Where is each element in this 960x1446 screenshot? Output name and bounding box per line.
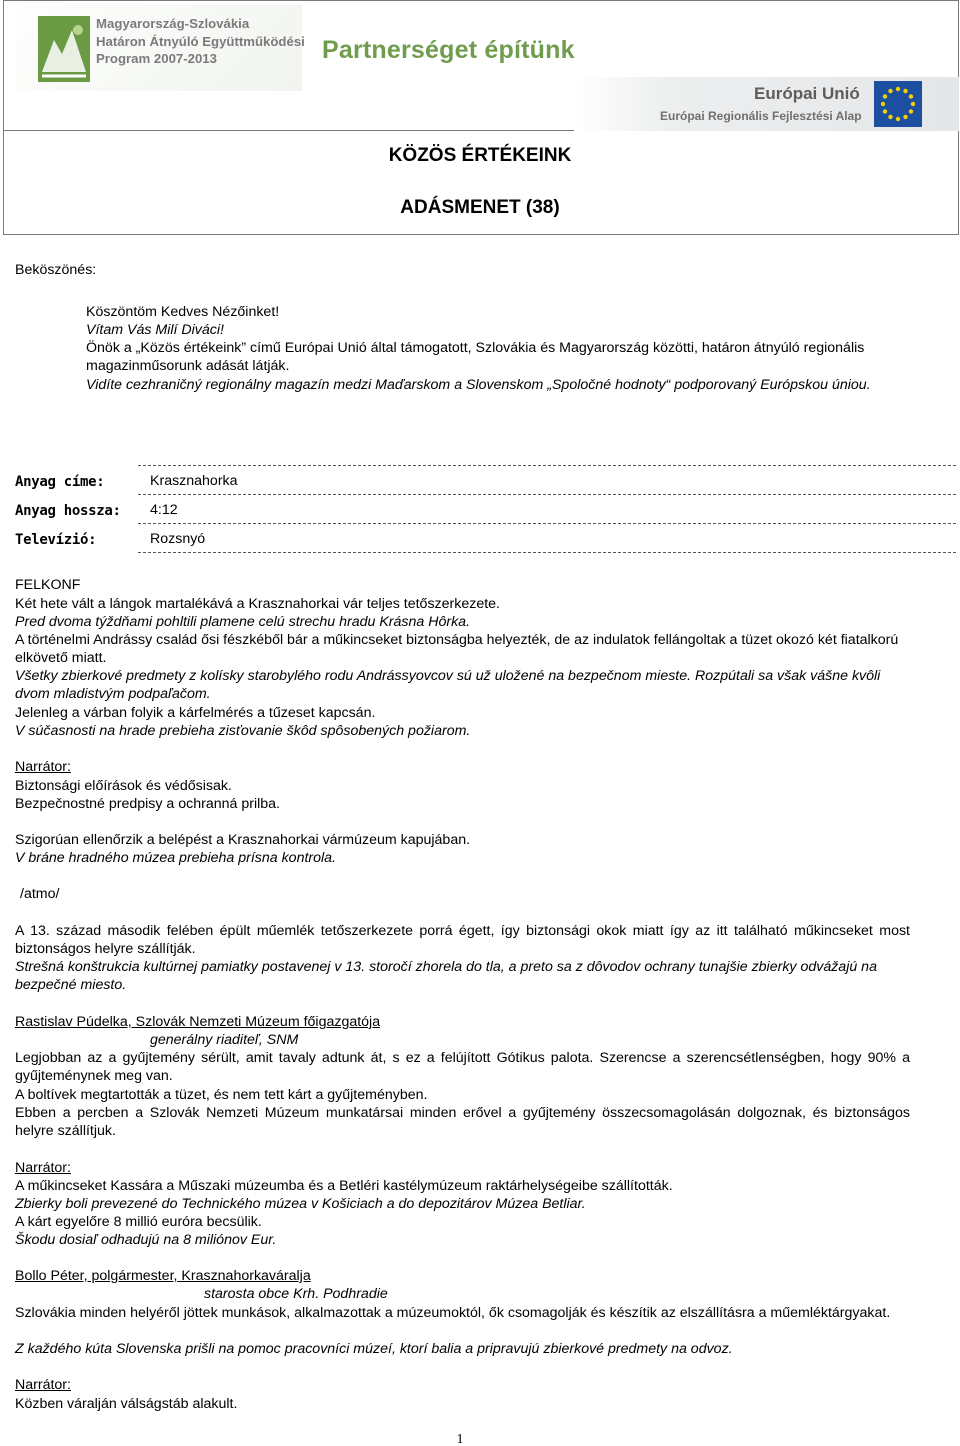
- paragraph-hu: A műkincseket Kassára a Műszaki múzeumba és a Betléri kastélymúzeum raktárhelységeibe szállították.: [15, 1178, 673, 1194]
- narrator-label: Narrátor:: [15, 1377, 71, 1393]
- page-title: KÖZÖS ÉRTÉKEINK: [388, 145, 572, 166]
- divider: [138, 465, 956, 466]
- eu-flag-icon: [874, 81, 922, 127]
- greeting-line-sk: Vítam Vás Milí Diváci!: [86, 322, 224, 338]
- paragraph-hu: Biztonsági előírások és védősisak.: [15, 778, 232, 794]
- paragraph-hu: A 13. század második felében épült műemlék tetőszerkezete porrá égett, így biztonsági okok miatt így az itt található műkincseket most biztonságos helyre szállítják.: [15, 923, 910, 958]
- eu-star-icon: [911, 102, 915, 106]
- header-banner: [3, 0, 959, 131]
- paragraph-sk: V bráne hradného múzea prebieha prísna kontrola.: [15, 850, 337, 866]
- material-title-label: Anyag címe:: [15, 474, 105, 490]
- greeting-intro-sk: Vidíte cezhraničný regionálny magazín medzi Maďarskom a Slovenskom „Spoločné hodnoty“ podporovaný Európskou úniou.: [86, 377, 871, 393]
- speaker-title-sk: generálny riaditeľ, SNM: [150, 1032, 299, 1048]
- material-length-label: Anyag hossza:: [15, 503, 121, 519]
- atmo-note: /atmo/: [20, 886, 60, 902]
- speaker-name: Rastislav Púdelka, Szlovák Nemzeti Múzeum főigazgatója: [15, 1014, 381, 1030]
- paragraph-hu: A kárt egyelőre 8 millió euróra becsülik.: [15, 1214, 262, 1230]
- divider: [138, 552, 956, 553]
- quote-line: Ebben a percben a Szlovák Nemzeti Múzeum munkatársai minden erővel a gyűjtemény összecsomagolásán dolgoznak, és biztonságos helyre szállítjuk.: [15, 1105, 910, 1140]
- paragraph-sk: V súčasnosti na hrade prebieha zisťovanie škôd spôsobených požiarom.: [15, 723, 471, 739]
- greeting-line-hu: Köszöntöm Kedves Nézőinket!: [86, 304, 280, 320]
- television-label: Televízió:: [15, 532, 97, 548]
- material-title-value: Krasznahorka: [150, 473, 238, 489]
- eu-star-icon: [896, 87, 900, 91]
- narrator-label: Narrátor:: [15, 759, 71, 775]
- felkonf-heading: FELKONF: [15, 577, 81, 593]
- material-length-value: 4:12: [150, 502, 178, 518]
- eu-star-icon: [883, 94, 887, 98]
- slogan: Partnerséget építünk: [322, 36, 575, 64]
- paragraph-sk: Zbierky boli prevezené do Technického múzea v Košiciach a do depozitárov Múzea Betliar.: [15, 1196, 586, 1212]
- eu-star-icon: [896, 117, 900, 121]
- speaker-title-sk: starosta obce Krh. Podhradie: [204, 1286, 388, 1302]
- paragraph-hu: Szigorúan ellenőrzik a belépést a Krasznahorkai vármúzeum kapujában.: [15, 832, 471, 848]
- paragraph-hu: Jelenleg a várban folyik a kárfelmérés a tűzeset kapcsán.: [15, 705, 376, 721]
- television-value: Rozsnyó: [150, 531, 206, 547]
- paragraph-sk: Pred dvoma týždňami pohltili plamene celú strechu hradu Krásna Hôrka.: [15, 614, 471, 630]
- divider: [138, 494, 956, 495]
- paragraph-sk: Strešná konštrukcia kultúrnej pamiatky postavenej v 13. storočí zhorela do tla, a preto sa z dôvodov ochrany tunajšie zbierky odvážajú na bezpečné miesto.: [15, 959, 877, 994]
- episode-title: ADÁSMENET (38): [400, 197, 560, 218]
- divider: [138, 523, 956, 524]
- narrator-label: Narrátor:: [15, 1160, 71, 1176]
- eu-star-icon: [903, 115, 907, 119]
- eu-star-icon: [909, 109, 913, 113]
- program-line-3: Program 2007-2013: [96, 51, 217, 66]
- eu-star-icon: [881, 102, 885, 106]
- program-line-1: Magyarország-Szlovákia: [96, 16, 250, 31]
- paragraph-sk: Škodu dosiaľ odhadujú na 8 miliónov Eur.: [15, 1232, 277, 1248]
- program-logo: [16, 5, 305, 91]
- eu-star-icon: [883, 109, 887, 113]
- paragraph-hu: Közben váralján válságstáb alakult.: [15, 1396, 238, 1412]
- quote-line: A boltívek megtartották a tüzet, és nem tett kárt a gyűjteményben.: [15, 1087, 428, 1103]
- eu-star-icon: [903, 89, 907, 93]
- eu-star-icon: [888, 89, 892, 93]
- paragraph-hu: A történelmi Andrássy család ősi fészkéből bár a műkincseket biztonságba helyezték, de az indulatok fellángoltak a tüzet okozó két fiatalkorú elkövető miatt.: [15, 632, 899, 667]
- quote-line: Szlovákia minden helyéről jöttek munkások, alkalmazottak a múzeumoktól, ők csomagolják és készítik az elszállításra a műemléktárgyakat.: [15, 1305, 891, 1321]
- quote-line: Legjobban az a gyűjtemény sérült, amit tavaly adtunk át, s ez a felújított Gótikus palota. Szerencse a szerencsétlenségben, hogy 90% a gyűjteménynek meg van.: [15, 1050, 910, 1085]
- page-number: 1: [456, 1432, 464, 1446]
- greeting-intro-hu: Önök a „Közös értékeink” című Európai Unió által támogatott, Szlovákia és Magyarország közötti, határon átnyúló regionális magazinműsorunk adását látják.: [86, 340, 865, 375]
- program-line-2: Határon Átnyúló Együttműködési: [96, 33, 305, 49]
- eu-star-icon: [888, 115, 892, 119]
- program-logo-icon: [38, 16, 90, 82]
- eu-logo-block: [574, 77, 959, 131]
- paragraph-hu: Két hete vált a lángok martalékává a Krasznahorkai vár teljes tetőszerkezete.: [15, 596, 500, 612]
- eu-star-icon: [909, 94, 913, 98]
- speaker-name: Bollo Péter, polgármester, Krasznahorkaváralja: [15, 1268, 311, 1284]
- greeting-label: Beköszönés:: [15, 262, 97, 278]
- paragraph-sk: Bezpečnostné predpisy a ochranná prilba.: [15, 796, 281, 812]
- eu-subtitle: Európai Regionális Fejlesztési Alap: [660, 109, 862, 123]
- eu-title: Európai Unió: [754, 84, 860, 103]
- quote-line: Z každého kúta Slovenska prišli na pomoc pracovníci múzeí, ktorí balia a pripravujú zbierkové predmety na odvoz.: [15, 1341, 733, 1357]
- program-logo-text: [96, 15, 305, 68]
- paragraph-sk: Všetky zbierkové predmety z kolísky starobylého rodu Andrássyovcov sú už uložené na bezpečnom mieste. Rozpútali sa však vášne kvôli dvom mladistvým podpaľačom.: [15, 668, 881, 703]
